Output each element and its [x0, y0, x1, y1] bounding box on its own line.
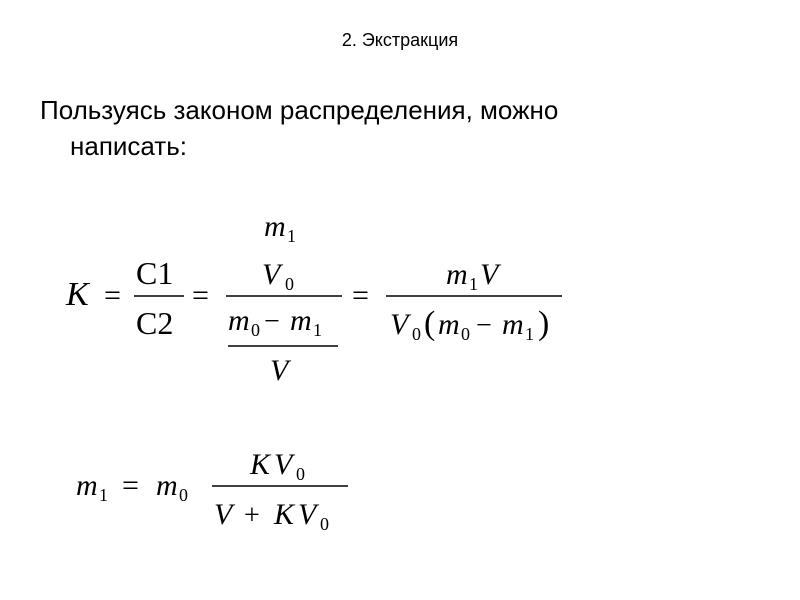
final-den-m0: m — [438, 308, 460, 341]
slide-title: 2. Экстракция — [341, 30, 459, 50]
formula2-den-v: V — [214, 498, 233, 531]
formula1-equals-3: = — [352, 279, 369, 312]
formula2-lhs-m: m — [76, 469, 98, 502]
formula2-m0-sub: 0 — [179, 485, 188, 505]
final-den-v: V — [390, 308, 409, 341]
final-den-minus: − — [476, 310, 492, 341]
fraction-c2-denominator: C2 — [136, 305, 174, 341]
final-den-v-sub: 0 — [412, 324, 421, 344]
formula2-num-k: K — [250, 448, 271, 481]
fraction-c1-c2 — [134, 255, 184, 341]
compound-den-m1-sub: 1 — [313, 320, 322, 340]
compound-den-m1: m — [290, 304, 312, 337]
compound-num-v-sub: 0 — [285, 274, 294, 294]
formula2-lhs-sub: 1 — [99, 485, 108, 505]
formula1-lhs-k: K — [66, 276, 89, 313]
compound-fraction — [226, 210, 342, 387]
formula2-den-v2-sub: 0 — [320, 514, 329, 534]
compound-den-minus: − — [264, 306, 280, 337]
formula2-den-k: K — [274, 498, 295, 531]
final-num-m-sub: 1 — [469, 274, 478, 294]
formula2-num-v-sub: 0 — [296, 464, 305, 484]
final-den-m0-sub: 0 — [461, 324, 470, 344]
formula1-equals-1: = — [104, 279, 121, 312]
final-num-m: m — [446, 258, 468, 291]
final-den-m1: m — [502, 308, 524, 341]
formula2-fraction — [212, 448, 348, 534]
final-num-v: V — [480, 258, 499, 291]
fraction-c1-numerator: C1 — [136, 255, 174, 291]
formula2-m0: m — [156, 469, 178, 502]
compound-num-m: m — [264, 210, 286, 243]
formula-m1-solution — [76, 448, 348, 534]
intro-line-2: написать: — [70, 131, 187, 161]
formula2-den-v2: V — [298, 498, 317, 531]
compound-den-v: V — [270, 354, 289, 387]
compound-den-m0: m — [228, 304, 250, 337]
formula1-equals-2: = — [192, 279, 209, 312]
compound-den-m0-sub: 0 — [251, 320, 260, 340]
intro-line-1: Пользуясь законом распределения, можно — [40, 95, 559, 125]
formula2-num-v: V — [274, 448, 293, 481]
fraction-final — [386, 258, 562, 344]
formula2-equals: = — [122, 469, 139, 502]
compound-num-v: V — [262, 258, 281, 291]
final-den-m1-sub: 1 — [525, 324, 534, 344]
formula2-den-plus: + — [244, 500, 260, 531]
compound-num-m-sub: 1 — [287, 226, 296, 246]
final-den-close-paren: ) — [538, 305, 550, 342]
final-den-open-paren: ( — [424, 305, 436, 342]
formula-distribution-constant — [65, 210, 562, 387]
